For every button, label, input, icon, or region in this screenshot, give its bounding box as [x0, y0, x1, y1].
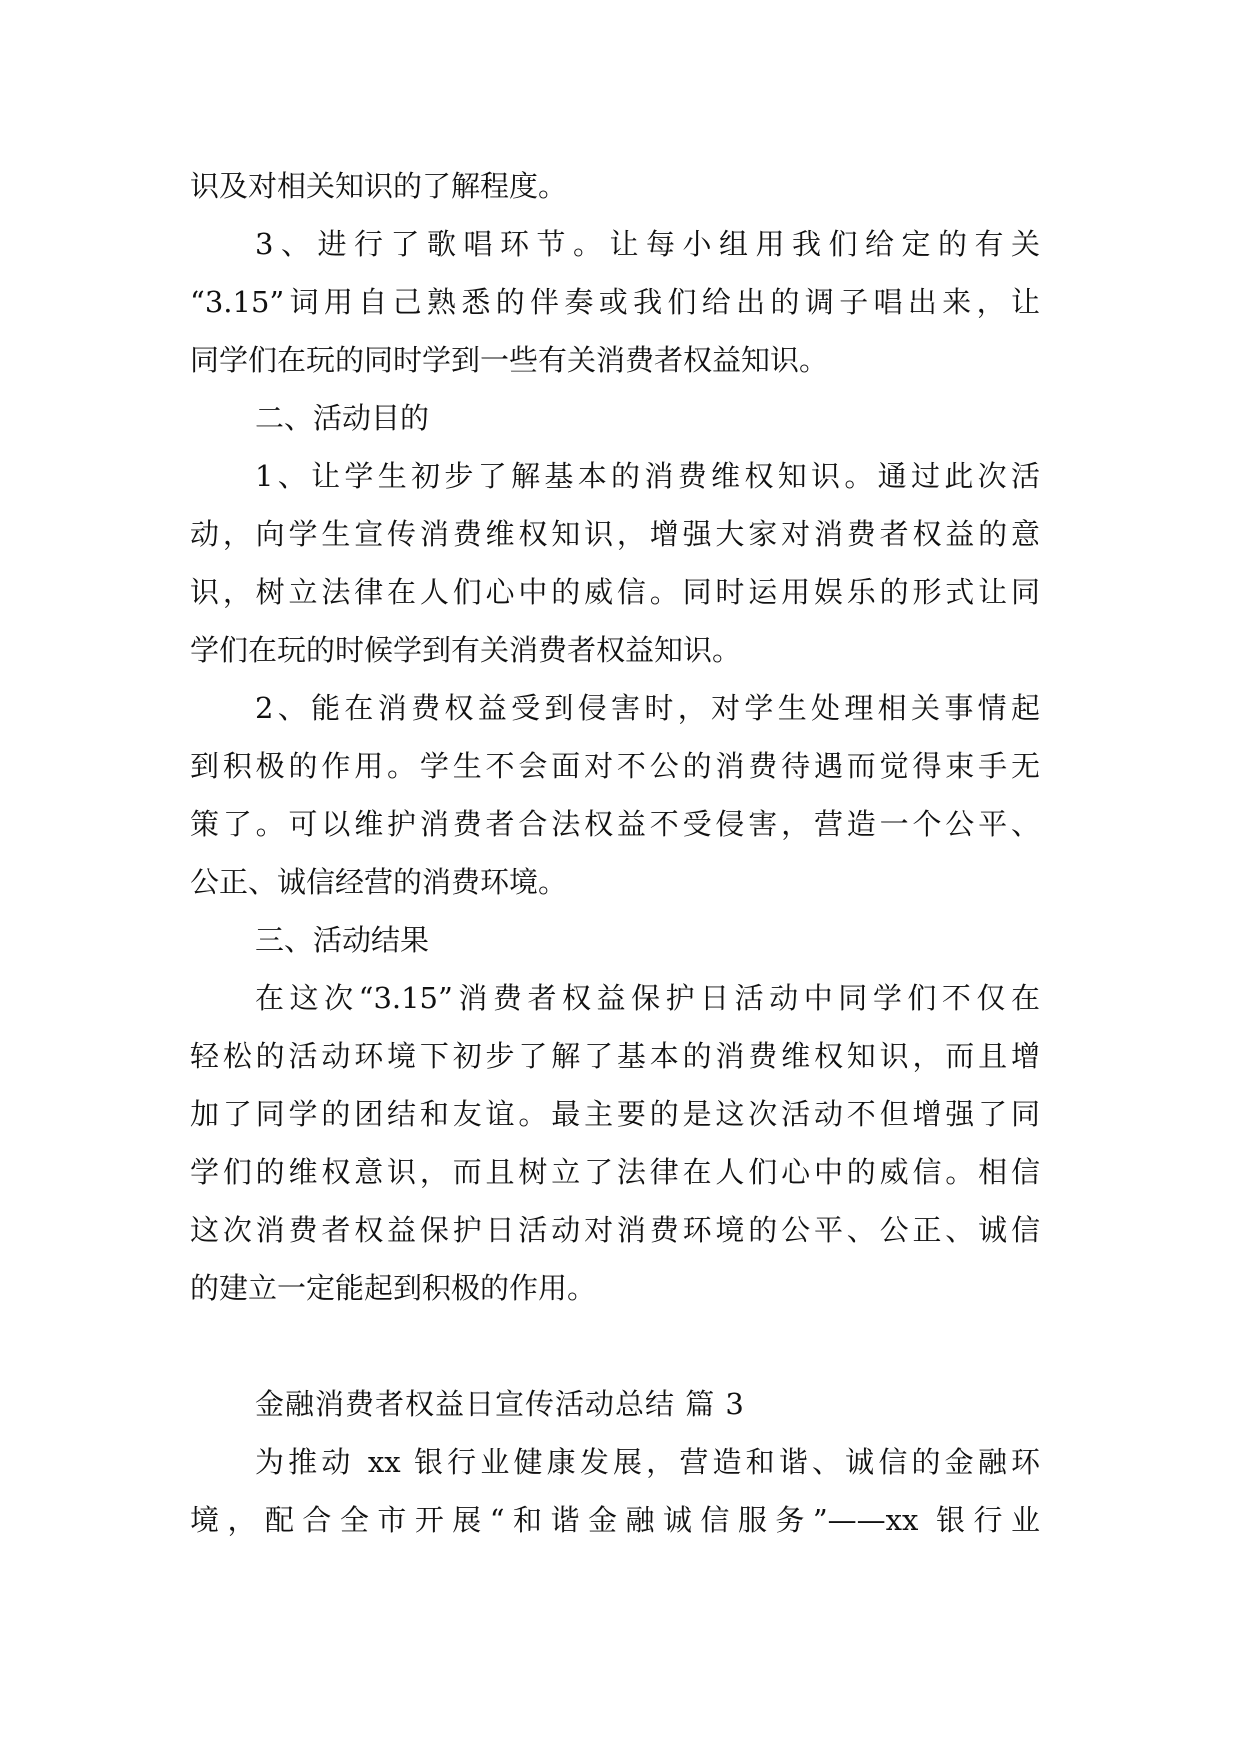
article-title: 金融消费者权益日宣传活动总结 篇 3 [255, 1387, 745, 1421]
section-heading: 二、活动目的 [255, 401, 430, 435]
text-line: “3.15”词用自己熟悉的伴奏或我们给出的调子唱出来，让 [190, 285, 1040, 319]
text-line: 识，树立法律在人们心中的威信。同时运用娱乐的形式让同 [190, 575, 1040, 609]
text-line: 在这次“3.15”消费者权益保护日活动中同学们不仅在 [255, 981, 1040, 1015]
text-line: 到积极的作用。学生不会面对不公的消费待遇而觉得束手无 [190, 749, 1040, 783]
text-line: 公正、诚信经营的消费环境。 [190, 865, 568, 899]
text-line: 2、能在消费权益受到侵害时，对学生处理相关事情起 [255, 691, 1040, 725]
text-line: 为推动 xx 银行业健康发展，营造和谐、诚信的金融环 [255, 1445, 1040, 1479]
text-line: 3、进行了歌唱环节。让每小组用我们给定的有关 [255, 227, 1040, 261]
text-line: 轻松的活动环境下初步了解了基本的消费维权知识，而且增 [190, 1039, 1040, 1073]
text-line: 境，配合全市开展“和谐金融诚信服务”——xx 银行业 [190, 1503, 1040, 1537]
text-line: 加了同学的团结和友谊。最主要的是这次活动不但增强了同 [190, 1097, 1040, 1131]
text-line: 1、让学生初步了解基本的消费维权知识。通过此次活 [255, 459, 1040, 493]
section-heading: 三、活动结果 [255, 923, 430, 957]
text-line: 学们在玩的时候学到有关消费者权益知识。 [190, 633, 742, 667]
text-line: 动，向学生宣传消费维权知识，增强大家对消费者权益的意 [190, 517, 1040, 551]
text-line: 这次消费者权益保护日活动对消费环境的公平、公正、诚信 [190, 1213, 1040, 1247]
text-line: 策了。可以维护消费者合法权益不受侵害，营造一个公平、 [190, 807, 1040, 841]
text-line: 识及对相关知识的了解程度。 [190, 169, 568, 203]
text-line: 的建立一定能起到积极的作用。 [190, 1271, 597, 1305]
text-line: 学们的维权意识，而且树立了法律在人们心中的威信。相信 [190, 1155, 1040, 1189]
text-line: 同学们在玩的同时学到一些有关消费者权益知识。 [190, 343, 829, 377]
